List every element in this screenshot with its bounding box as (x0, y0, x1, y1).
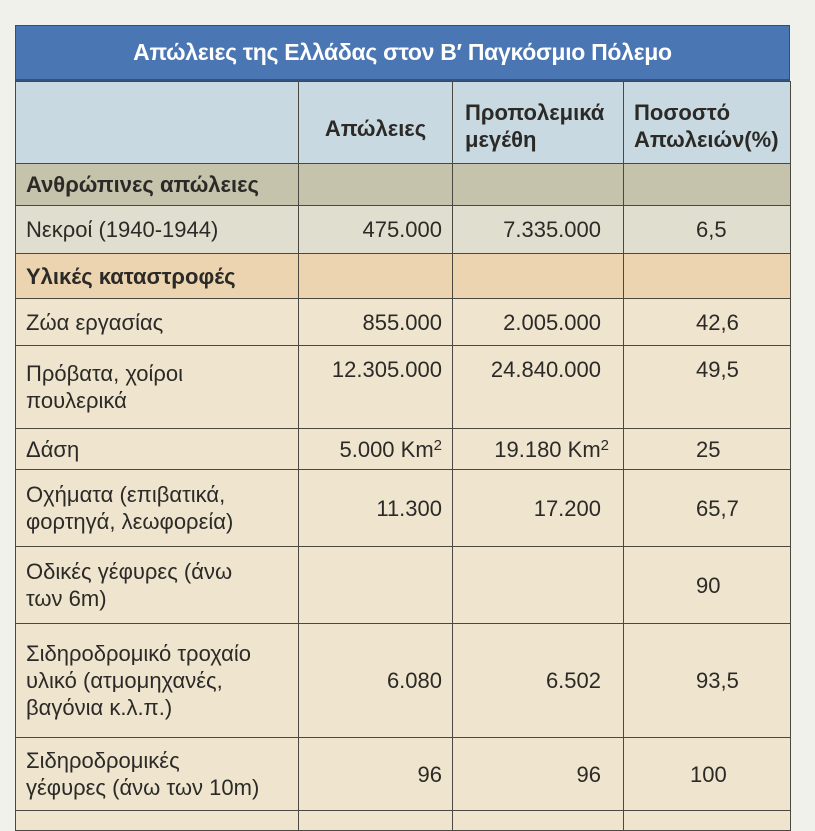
row-label-line: πουλερικά (26, 388, 127, 413)
percent-value: 49,5 (624, 346, 791, 429)
losses-value: 12.305.000 (299, 346, 453, 429)
prewar-value: 96 (453, 738, 624, 811)
losses-value: 96 (299, 738, 453, 811)
losses-table (15, 25, 790, 831)
data-table (15, 81, 791, 831)
losses-value: 11.300 (299, 470, 453, 547)
prewar-value: 7.335.000 (453, 206, 624, 254)
percent-value: 90 (624, 547, 791, 624)
row-label-line: φορτηγά, λεωφορεία) (26, 509, 234, 534)
row-label (16, 470, 299, 547)
losses-value (299, 547, 453, 624)
empty-cell (624, 811, 791, 831)
empty-cell (453, 254, 624, 299)
losses-value: 855.000 (299, 299, 453, 346)
prewar-text: 19.180 Km (494, 436, 601, 462)
table-title: Απώλειες της Ελλάδας στον Β′ Παγκόσμιο Πόλεμο (15, 25, 790, 81)
header-percent-line1: Ποσοστό (634, 99, 731, 125)
row-label (16, 738, 299, 811)
percent-value: 42,6 (624, 299, 791, 346)
row-label: Δάση (16, 429, 299, 470)
row-label-line: Σιδηροδρομικές (26, 748, 180, 773)
prewar-value: 2.005.000 (453, 299, 624, 346)
row-label-line: βαγόνια κ.λ.π.) (26, 695, 173, 720)
header-percent (624, 82, 791, 164)
losses-value (299, 429, 453, 470)
section-title: Ανθρώπινες απώλειες (16, 164, 299, 206)
table-row-cut-off (16, 811, 791, 831)
percent-value: 100 (624, 738, 791, 811)
losses-value: 475.000 (299, 206, 453, 254)
header-prewar-line1: Προπολεμικά (465, 99, 605, 125)
table-row (16, 206, 791, 254)
table-row (16, 346, 791, 429)
empty-cell (453, 811, 624, 831)
row-label-line: Οχήματα (επιβατικά, (26, 482, 226, 507)
prewar-value: 6.502 (453, 624, 624, 738)
row-label-line: Πρόβατα, χοίροι (26, 361, 184, 386)
empty-cell (453, 164, 624, 206)
section-row-human (16, 164, 791, 206)
superscript: 2 (433, 436, 442, 454)
prewar-value: 24.840.000 (453, 346, 624, 429)
table-row (16, 429, 791, 470)
superscript: 2 (600, 436, 609, 454)
empty-cell (624, 254, 791, 299)
table-row (16, 624, 791, 738)
row-label-line: γέφυρες (άνω των 10m) (26, 775, 260, 800)
empty-cell (299, 254, 453, 299)
percent-value: 25 (624, 429, 791, 470)
section-row-material (16, 254, 791, 299)
row-label-line: των 6m) (26, 586, 107, 611)
empty-cell (299, 164, 453, 206)
table-row (16, 299, 791, 346)
table-row (16, 738, 791, 811)
row-label-line: Οδικές γέφυρες (άνω (26, 559, 233, 584)
header-empty (16, 82, 299, 164)
header-row (16, 82, 791, 164)
row-label (16, 547, 299, 624)
section-title: Υλικές καταστροφές (16, 254, 299, 299)
row-label (16, 346, 299, 429)
empty-cell (299, 811, 453, 831)
row-label: Νεκροί (1940-1944) (16, 206, 299, 254)
table-row (16, 470, 791, 547)
header-prewar (453, 82, 624, 164)
percent-value: 65,7 (624, 470, 791, 547)
percent-value: 6,5 (624, 206, 791, 254)
losses-text: 5.000 Km (339, 436, 434, 462)
prewar-value (453, 547, 624, 624)
prewar-value (453, 429, 624, 470)
header-prewar-line2: μεγέθη (465, 126, 537, 152)
row-label-line: υλικό (ατμομηχανές, (26, 668, 223, 693)
row-label (16, 624, 299, 738)
row-label-line: Σιδηροδρομικό τροχαίο (26, 641, 252, 666)
header-percent-line2: Απωλειών(%) (634, 126, 779, 152)
table-row (16, 547, 791, 624)
row-label: Ζώα εργασίας (16, 299, 299, 346)
prewar-value: 17.200 (453, 470, 624, 547)
empty-cell (624, 164, 791, 206)
header-losses: Απώλειες (299, 82, 453, 164)
losses-value: 6.080 (299, 624, 453, 738)
percent-value: 93,5 (624, 624, 791, 738)
empty-cell (16, 811, 299, 831)
